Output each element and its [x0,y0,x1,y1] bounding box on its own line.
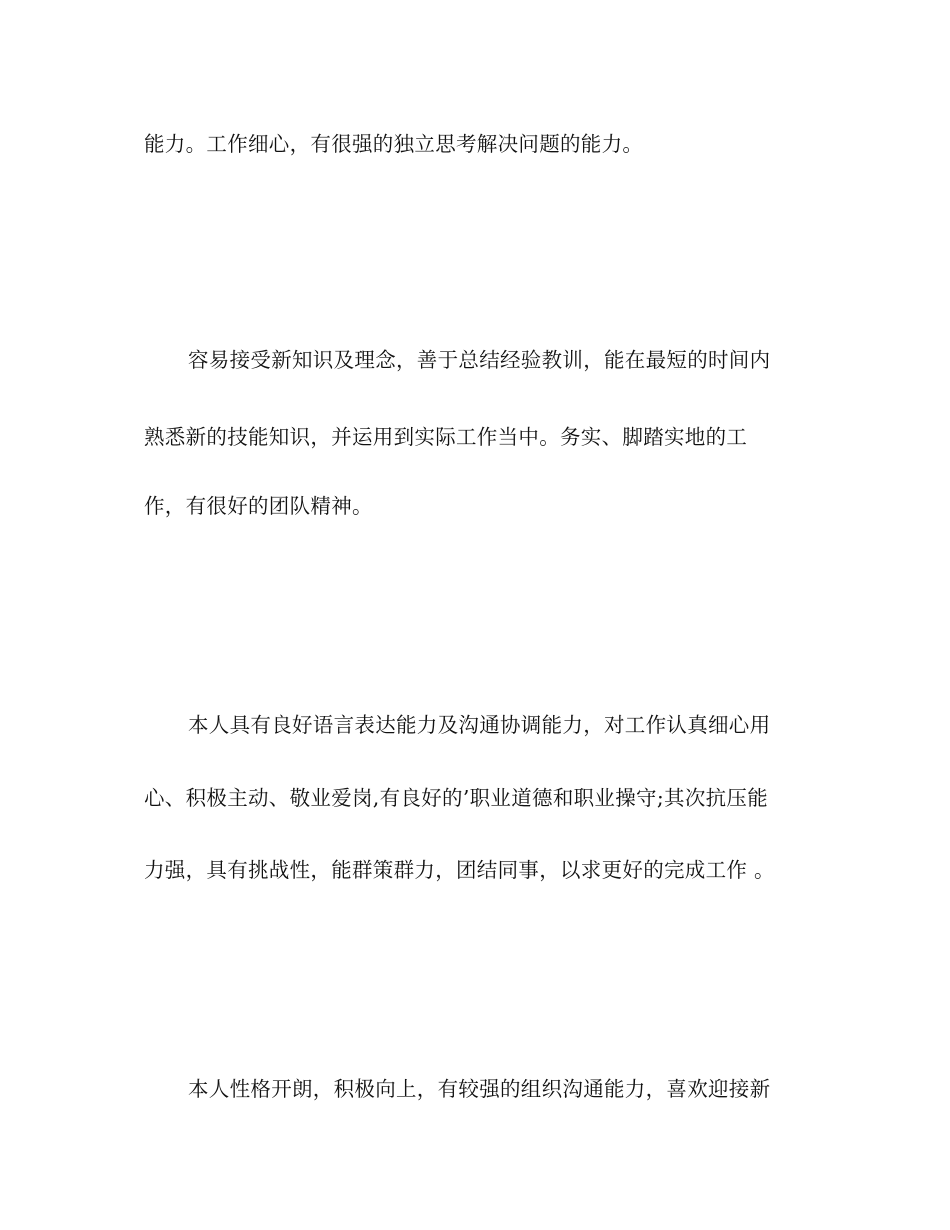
paragraph-2-line-3: 作，有很好的团队精神。 [144,494,373,518]
paragraph-3-line-2: 心、积极主动、敬业爱岗,有良好的’职业道德和职业操守;其次抗压能 [144,786,769,810]
paragraph-fragment-line: 能力。工作细心，有很强的独立思考解决问题的能力。 [144,132,644,156]
paragraph-2-line-1: 容易接受新知识及理念，善于总结经验教训，能在最短的时间内 [188,348,771,372]
paragraph-3-line-3: 力强，具有挑战性，能群策群力，团结同事，以求更好的完成工作 。 [144,858,775,882]
paragraph-4-line-1: 本人性格开朗，积极向上，有较强的组织沟通能力，喜欢迎接新 [188,1077,771,1101]
paragraph-2-line-2: 熟悉新的技能知识，并运用到实际工作当中。务实、脚踏实地的工 [144,425,748,449]
paragraph-3-line-1: 本人具有良好语言表达能力及沟通协调能力，对工作认真细心用 [188,713,771,737]
